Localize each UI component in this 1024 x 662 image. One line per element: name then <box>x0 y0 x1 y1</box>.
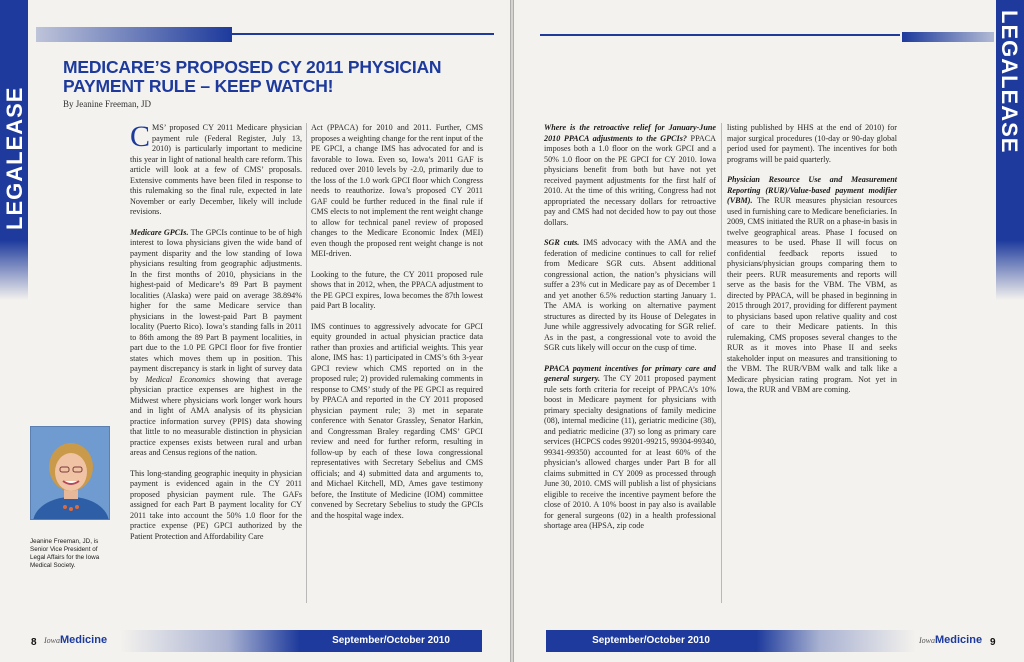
drop-cap: C <box>130 120 151 153</box>
left-page <box>0 0 510 662</box>
header-rule <box>232 33 494 35</box>
header-bar <box>36 27 232 42</box>
author-caption: Jeanine Freeman, JD, is Senior Vice President of Legal Affairs for the Iowa Medical Society. <box>30 538 100 569</box>
column-2: Act (PPACA) for 2010 and 2011. Further, CMS proposes a weighting change for the rent input of the PE GPCI, a change IMS has advocated for and is favorable to Iowa. Even so, Iowa’s 2011 GAF is reduced over 2010 levels by -2.0, primarily due to the loss of the 1.0 work GPCI floor which Congress needs to reauthorize. Iowa’s proposed CY 2011 GAF could be further reduced in the final rule if CMS elects to not implement the rent weight change to allow for technical panel review of proposed changes to the Medicare Economic Index (MEI) even though the proposed rent weight change is not MEI-driven. Looking to the future, the CY 2011 proposed rule shows that in 2012, when, the PPACA adjustment to the PE GPCI expires, Iowa becomes the 87th lowest paid Part B locality. IMS continues to aggressively advocate for GPCI equity grounded in actual physician practice data rather than proxies and artificial weights. This year alone, IMS has: 1) participated in CMS’s 6th 3-year GPCI review which CMS reported on in the proposed rule; 2) provided rulemaking comments in response to CMS’ study of the PE GPCI as required by PPACA and reported in the CY 2011 proposed physician payment rule; 3) met in separate conference with Senator Grassley, Senator Harkin, and Congressman Braley regarding CMS’ GPCI review and need for further reform, resulting in follow-up by each of these Iowa congressional representatives with Secretary Sebelius and CMS officials; and 4) submitted data and arguments to, and Michael Kitchell, MD, Ames gave testimony before, the Institute of Medicine (IOM) committee convened by Secretary Sebelius to study the GPCIs and the hospital wage index. <box>311 123 483 520</box>
section-tab-right <box>996 0 1024 240</box>
brand-logo-right: IowaMedicine <box>919 634 983 646</box>
column-3: Where is the retroactive relief for January-June 2010 PPACA adjustments to the GPCIs? PPACA imposes both a 1.0 floor on the work GPCI and a 50% 1.0 floor on the PE GPCI for CY 2010. Iowa physicians benefit from both but have not yet received payment adjustments for the first half of 2010. At the time of this writing, Congress had not appropriated the necessary dollars for retroactive pay and CMS had not decided how to pay out those dollars. SGR cuts. IMS advocacy with the AMA and the federation of medicine continues to call for relief from Medicare SGR cuts. Absent additional congressional action, the nation’s physicians will suffer a 23% cut in Medicare pay as of December 1 and yet another 6.5% reduction starting January 1. The AMA is working on alternative payment structures as directed by its House of Delegates in June while aggressively advocating for SGR relief. As in the past, a congressional vote to avoid the SGR cuts likely will occur on the cusp of time. PPACA payment incentives for primary care and general surgery. The CY 2011 proposed payment rule sets forth criteria for receipt of PPACA’s 10% boost in Medicare payment for physicians with primary specialty designations of family medicine (08), internal medicine (11), geriatric medicine (38), and pediatric medicine (37) so long as primary care services (HCPCS codes 99201-99215, 99304-99340, 99341-99350) accounted for at least 60% of the physician’s allowed charges under Part B for all claims submitted in CY 2009 as processed through June 30, 2010. CMS will publish a list of physicians eligible to receive the incentive payment before the close of 2010. A 10% boost in pay also is available for general surgeons (02) in a health professional shortage area (HPSA, zip code <box>544 123 717 530</box>
subhead-gpcis: Medicare GPCIs. <box>130 227 189 237</box>
page-number-right: 9 <box>990 637 996 648</box>
header-bar-right <box>902 32 994 42</box>
byline: By Jeanine Freeman, JD <box>63 99 151 109</box>
subhead-ppaca: PPACA payment incentives for primary care and general surgery. <box>544 363 716 383</box>
subhead-rur: Physician Resource Use and Measurement Reporting (RUR)/Value-based payment modifier (VBM). <box>727 175 897 205</box>
section-tab-label: LEGALEASE <box>2 86 27 230</box>
column-1: CMS’ proposed CY 2011 Medicare physician payment rule (Federal Register, July 13, 2010) is particularly important to medicine this year in light of national health care reform. This article will look at a few of CMS’ proposals. Extensive comments have been filed in response to this rulemaking so the final rule, expected in late November or early December, likely will include revisions. Medicare GPCIs. The GPCIs continue to be of high interest to Iowa physicians given the wide band of payment disparity and the low standing of Iowa physicians resulting from geographic adjustments. In the first months of 2010, physicians in the highest-paid of Medicare’s 89 Part B payment localities (Alaska) were paid on average 38.894% higher for the same Medicare service than physicians in the lowest-paid Part B payment locality (Puerto Rico). Iowa’s standing falls in 2011 to 86th among the 89 Part B payment localities, in part due to the 1.0 PE GPCI floor for five frontier states which moves them up in position. This payment discrepancy is stark in light of survey data by Medical Economics showing that average physician practice expenses are highest in the Midwest where physicians work longer work hours and in light of AMA analysis of its physician practice information survey (PPIS) data showing that little to no measurable distinction in physician practice expenses exists between rural and urban areas and Census regions of the nation. This long-standing geographic inequity in physician payment is evidenced again in the CY 2011 proposed physician payment rule. The GAFs assigned for each Part B payment locality for CY 2011 take into account the 50% 1.0 floor for the practice expense (PE) GPCI authorized by the Patient Protection and Affordability Care <box>130 120 302 541</box>
header-rule-right <box>540 34 900 36</box>
author-portrait-image <box>31 427 110 520</box>
subhead-sgr: SGR cuts. <box>544 238 580 247</box>
right-page <box>514 0 1024 662</box>
author-photo <box>30 426 110 520</box>
journal-name: Medical Economics <box>145 374 216 384</box>
article-title: MEDICARE’S PROPOSED CY 2011 PHYSICIAN PAYMENT RULE – KEEP WATCH! <box>63 57 442 96</box>
column-4: listing published by HHS at the end of 2010) for major surgical procedures (10-day or 90-day global period used for payment). The incentives for both programs will be paid quarterly. Physician Resource Use and Measurement Reporting (RUR)/Value-based payment modifier (VBM). The RUR measures physician resources used in furnishing care to Medicare beneficiaries. In 2009, CMS initiated the RUR on a phase-in basis in twelve geographical areas. Phase I focused on measures to be used. Phase II will focus on confidential feedback reports issued to physicians/physician groups comparing them to their peers. RUR measurements and reports will serve as the basis for the VBM. The VBM, as directed by PPACA, will be phased in beginning in 2015 through 2017, providing for different payment to physicians based upon relative quality and cost of care to their Medicare patients. In this rulemaking, CMS proposes several changes to the RUR as it moves into Phase II and seeks stakeholder input on measures and transitioning to the VBM. The RUR/VBM walk and talk like a Medicare physician rating program. Not yet in Iowa, the RUR and VBM are coming. <box>727 123 897 394</box>
subhead-retroactive: Where is the retroactive relief for January-June 2010 PPACA adjustments to the GPCIs? <box>544 123 716 143</box>
page-number-left: 8 <box>31 637 37 648</box>
brand-logo-left: IowaMedicine <box>44 634 108 646</box>
section-tab-label-right: LEGALEASE <box>997 10 1022 154</box>
issue-date-left: September/October 2010 <box>300 630 482 652</box>
issue-date-right: September/October 2010 <box>546 630 756 652</box>
section-tab <box>0 0 28 240</box>
